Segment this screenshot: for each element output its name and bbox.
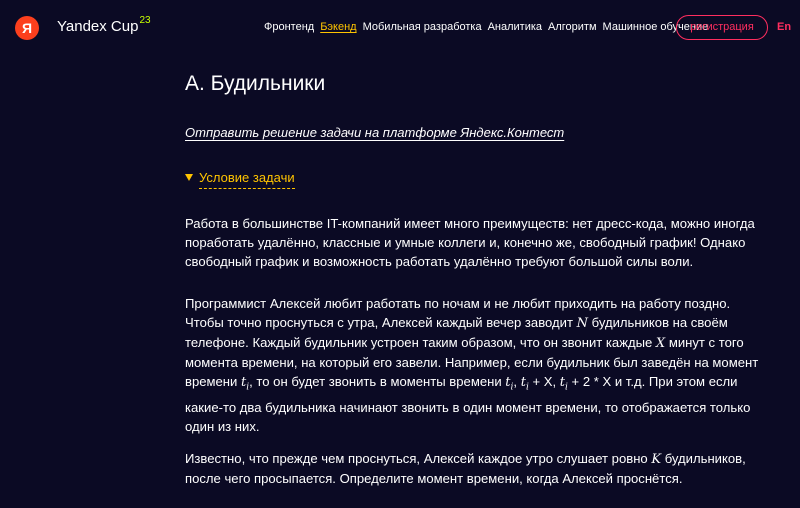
var-k: K (651, 452, 662, 467)
condition-toggle[interactable] (185, 170, 295, 185)
var-ti-2: $t_i$ (505, 375, 514, 393)
nav-item-ml[interactable]: Машинное обучение (602, 21, 709, 33)
submit-solution-link[interactable]: Отправить решение задачи на платформе Яндекс.Контест (185, 125, 565, 140)
var-x: X (655, 336, 666, 351)
p2-text-6: + X, (528, 374, 560, 389)
brand-name: Yandex Cup (57, 18, 139, 35)
var-ti-4: $t_i$ (559, 375, 568, 393)
p3-text-1: Известно, что прежде чем проснуться, Алексей каждое утро слушает ровно (185, 451, 652, 466)
triangle-down-icon (185, 174, 193, 181)
var-ti-3: $t_i$ (520, 375, 529, 393)
p2-text-7: + 2 * X и т.д. При этом если какие-то два будильника начинают звонить в один момент времени, то отображается только один из них. (185, 374, 751, 434)
top-navigation-bar (0, 0, 800, 56)
nav-item-algorithm[interactable]: Алгоритм (548, 21, 597, 33)
condition-label: Условие задачи (199, 170, 295, 189)
nav-item-frontend[interactable]: Фронтенд (264, 21, 315, 33)
brand-year: 23 (139, 15, 151, 26)
p2-text-4: , то он будет звонить в моменты времени (249, 374, 506, 389)
var-n: N (576, 316, 588, 331)
page-title: А. Будильники (185, 72, 326, 95)
nav-item-backend[interactable]: Бэкенд (320, 21, 357, 33)
register-button[interactable]: регистрация (676, 15, 768, 40)
statement-paragraph-3 (185, 449, 760, 488)
nav-item-mobile[interactable]: Мобильная разработка (362, 21, 482, 33)
statement-paragraph-2 (185, 294, 760, 436)
language-switch[interactable]: En (777, 21, 792, 33)
statement-paragraph-1: Работа в большинстве IT-компаний имеет много преимуществ: нет дресс-кода, можно иногда поработать удалённо, классные и умные коллеги и, конечно же, свободный график! Однако свободный график и возможность работать удалённо требуют большой силы воли. (185, 216, 755, 269)
p2-text-1: Программист Алексей любит работать по ночам и не любит приходить на работу поздно. Чтобы точно проснуться с утра, Алексей каждый вечер заводит (185, 296, 731, 330)
p3-text-2: будильников, после чего просыпается. Определите момент времени, когда Алексей проснётся. (185, 451, 746, 486)
p2-text-3: минут с того момента времени, на который его завели. Например, если будильник был заведён на момент времени (185, 335, 759, 389)
yandex-logo-icon[interactable]: Я (15, 16, 39, 40)
nav-item-analytics[interactable]: Аналитика (487, 21, 543, 33)
p2-text-2: будильников на своём телефоне. Каждый будильник устроен таким образом, что он звонит каждые (185, 315, 728, 350)
var-ti-1: $t_i$ (241, 375, 250, 393)
brand-title[interactable] (57, 17, 151, 35)
nav-menu (264, 21, 714, 33)
p2-text-5: , (513, 374, 521, 389)
